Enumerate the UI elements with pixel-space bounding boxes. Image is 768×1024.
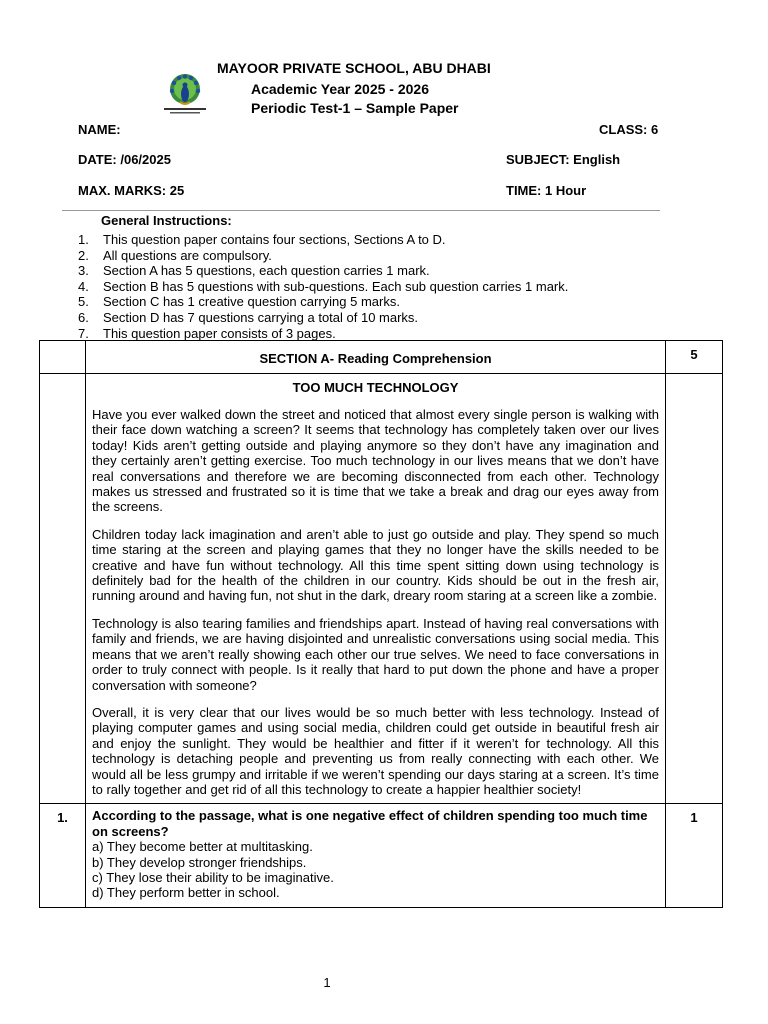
paper-title: Periodic Test-1 – Sample Paper bbox=[251, 100, 459, 116]
question-marks: 1 bbox=[666, 804, 723, 907]
academic-year: Academic Year 2025 - 2026 bbox=[251, 81, 429, 97]
passage-paragraph: Children today lack imagination and aren’t able to just go outside and play. They spend so much time staring at the screen and playing games that they no longer have the skills needed to be creative and have fun without technology. All this time spent sitting down using technology is definitely bad for the health of the children in our country. Kids should be out in the fresh air, running around and having fun, not shut in the dark, dreary room staring at a screen like a zombie. bbox=[92, 526, 659, 604]
instruction-item bbox=[78, 326, 568, 342]
page-number: 1 bbox=[323, 975, 331, 990]
subject-label: SUBJECT: English bbox=[506, 152, 621, 167]
empty-cell bbox=[40, 374, 86, 804]
option-a: a) They become better at multitasking. bbox=[92, 839, 313, 855]
question-number: 1. bbox=[40, 804, 86, 907]
passage-cell bbox=[86, 374, 666, 804]
section-header-row bbox=[40, 341, 723, 374]
instruction-text: All questions are compulsory. bbox=[103, 247, 272, 263]
school-name: MAYOOR PRIVATE SCHOOL, ABU DHABI bbox=[217, 60, 491, 76]
passage-paragraph: Have you ever walked down the street and noticed that almost every single person is walking with their face down watching a screen? It seems that technology has completely taken over our lives today! Kids aren’t getting outside and playing anymore so they don’t have any imagination and they certainly aren’t getting exercise. Too much technology in our lives means that we don’t have real conversations and therefore we are becoming disconnected from each other. Technology makes us stressed and frustrated so it is time that we take a break and drag our eyes away from the screens. bbox=[92, 407, 659, 515]
instruction-text: Section D has 7 questions carrying a total of 10 marks. bbox=[103, 309, 419, 325]
section-a-table bbox=[39, 340, 723, 908]
instructions-list bbox=[78, 232, 568, 341]
instruction-item bbox=[78, 294, 568, 310]
name-label: NAME: bbox=[78, 122, 121, 137]
school-logo bbox=[160, 72, 210, 118]
header-divider bbox=[62, 210, 660, 211]
instruction-number: 5. bbox=[78, 294, 89, 310]
passage-paragraph: Technology is also tearing families and friendships apart. Instead of having real conversations with family and friends, we are having disjointed and unrealistic conversations using social media. This means that we aren’t really showing each other our true selves. We need to face conversations in order to truly connect with people. Is it really that hard to put down the phone and have a proper conversation with someone? bbox=[92, 615, 659, 693]
date-label: DATE: /06/2025 bbox=[78, 152, 171, 167]
empty-cell bbox=[666, 374, 723, 804]
instruction-item bbox=[78, 232, 568, 248]
instruction-text: This question paper contains four sections, Sections A to D. bbox=[103, 232, 446, 247]
instruction-item bbox=[78, 279, 568, 295]
time-label: TIME: 1 Hour bbox=[506, 183, 587, 198]
instruction-text: Section C has 1 creative question carrying 5 marks. bbox=[103, 294, 400, 310]
passage-title: TOO MUCH TECHNOLOGY bbox=[292, 380, 459, 395]
passage-row bbox=[40, 374, 723, 804]
instruction-number: 1. bbox=[78, 232, 89, 247]
question-row bbox=[40, 804, 723, 907]
instruction-number: 4. bbox=[78, 278, 89, 294]
class-label: CLASS: 6 bbox=[599, 122, 659, 137]
question-text: According to the passage, what is one negative effect of children spending too much time on screens? bbox=[92, 808, 648, 839]
passage-paragraph: Overall, it is very clear that our lives would be so much better with less technology. Instead of playing computer games and using social media, children could get outside in beautiful fresh air and enjoy the sunlight. They would be healthier and fitter if it weren’t for technology. All this technology is detaching people and preventing us from really connecting with each other. We would all be less grumpy and irritable if we weren’t spending our days staring at a screen. It’s time to rally together and get rid of all this technology to create a happier healthier society! bbox=[92, 704, 659, 797]
instruction-text: Section A has 5 questions, each question carries 1 mark. bbox=[103, 263, 430, 279]
instruction-item bbox=[78, 248, 568, 264]
section-heading: SECTION A- Reading Comprehension bbox=[86, 341, 666, 374]
question-cell bbox=[86, 804, 666, 907]
section-marks: 5 bbox=[666, 341, 723, 374]
peacock-icon bbox=[170, 74, 200, 104]
instructions-title: General Instructions: bbox=[101, 213, 232, 228]
empty-cell bbox=[40, 341, 86, 374]
instruction-item bbox=[78, 263, 568, 279]
option-c: c) They lose their ability to be imaginative. bbox=[92, 869, 334, 885]
instruction-text: Section B has 5 questions with sub-questions. Each sub question carries 1 mark. bbox=[103, 278, 569, 294]
instruction-number: 6. bbox=[78, 309, 89, 325]
instruction-text: This question paper consists of 3 pages. bbox=[103, 325, 336, 341]
instruction-number: 3. bbox=[78, 263, 89, 279]
option-b: b) They develop stronger friendships. bbox=[92, 854, 307, 870]
instruction-item bbox=[78, 310, 568, 326]
option-d: d) They perform better in school. bbox=[92, 885, 280, 901]
instruction-number: 2. bbox=[78, 247, 89, 263]
instruction-number: 7. bbox=[78, 325, 89, 341]
max-marks-label: MAX. MARKS: 25 bbox=[78, 183, 185, 198]
